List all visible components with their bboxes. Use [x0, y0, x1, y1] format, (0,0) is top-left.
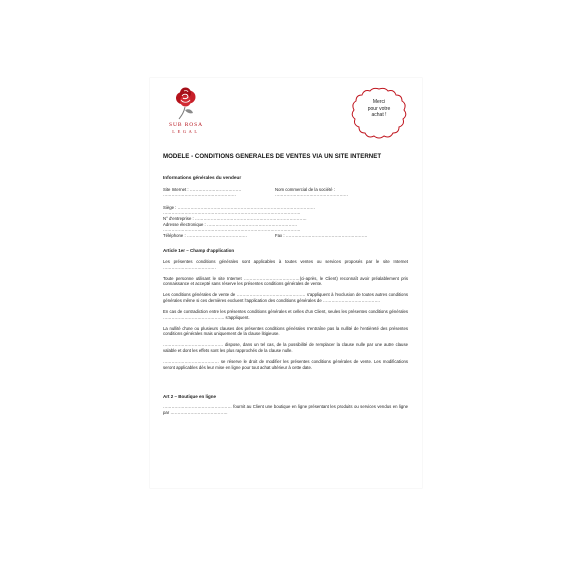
fax-field: Fax : …………………………………………………	[275, 232, 368, 238]
name-label: Nom commercial de la société :	[275, 186, 335, 192]
badge-line-2: pour votre	[367, 105, 391, 112]
article-2-paragraph-1: ………………………………………… fournit au Client une boutique en ligne présentant les produits ou services vendus en ligne par ………………………………….	[163, 404, 408, 415]
document-title: MODELE - CONDITIONS GENERALES DE VENTES VIA UN SITE INTERNET	[163, 153, 382, 160]
siege-line: ……………………………………………………………………………………	[163, 210, 301, 216]
document-page	[150, 78, 422, 488]
article-1-paragraph-1: Les présentes conditions générales sont applicables à toutes ventes ou services proposés par le site Internet ……………………………….	[163, 258, 408, 270]
vendor-heading: Informations générales du vendeur	[163, 175, 242, 180]
badge-line-3: achat !	[371, 112, 387, 119]
article-2-heading: Art 2 – Boutique en ligne	[163, 393, 217, 399]
site-label: Site Internet : ………………………………	[163, 186, 242, 192]
article-1-paragraph-7: ………………………………… se réserve le droit de modifier les présentes conditions générales de vente. Les modifications seront applicables dès leur mise en ligne pour tout achat ultérieur à cette date.	[163, 359, 408, 370]
article-1-paragraph-5: La nullité d'une ou plusieurs clauses des présentes conditions générales n'entraîne pas la nullité de l'entièreté des présentes conditions générales mais uniquement de la clause litigieuse.	[163, 325, 408, 337]
name-line: ……………………………………………	[275, 192, 349, 198]
article-1-paragraph-2: Toute personne utilisant le site Internet …………………………………(ci-après, le Client) reconnaît avoir préalablement pris connaissance et accepté sans réserve les présentes conditions générales de vente.	[163, 275, 408, 287]
badge-line-1: Merci	[372, 99, 386, 105]
article-1-paragraph-4: En cas de contradiction entre les présentes conditions générales et celles d'un Client, seules les présentes conditions générales ……………………………………. s'appliquent.	[163, 309, 408, 320]
siege-field: Siège : ……………………………………………………………………………………	[163, 204, 316, 210]
rose-icon	[173, 86, 199, 120]
article-1-heading: Article 1er – Champ d'application	[163, 248, 235, 254]
sub-rosa-logo	[163, 86, 209, 134]
logo-name: SUB ROSA	[169, 122, 203, 128]
phone-field: Téléphone : ……………………………………	[163, 232, 248, 238]
email-line: ……………………………………………………………………………………	[163, 227, 301, 233]
document-body	[163, 175, 408, 421]
entreprise-field: N° d'entreprise : ……………………………………………………………………	[163, 215, 307, 221]
email-field: Adresse électronique : ………………………………………………………	[163, 221, 298, 227]
thank-you-badge	[350, 86, 408, 142]
site-line: ……………………………………………	[163, 192, 237, 198]
article-1-paragraph-3: Les conditions générales de vente de ………………………………………… s'appliquent à l'exclusion de toutes autres conditions générales même si ces dernières excluent l'application des conditions générales de ………………………………….	[163, 292, 408, 303]
logo-subname: LEGAL	[172, 129, 200, 134]
article-1-paragraph-6: …………………………………… dispose, dans un tel cas, de la possibilité de remplacer la clause nulle par une autre clause valable et dont les effets sont les plus rapprochés de la clause nulle.	[163, 342, 408, 353]
